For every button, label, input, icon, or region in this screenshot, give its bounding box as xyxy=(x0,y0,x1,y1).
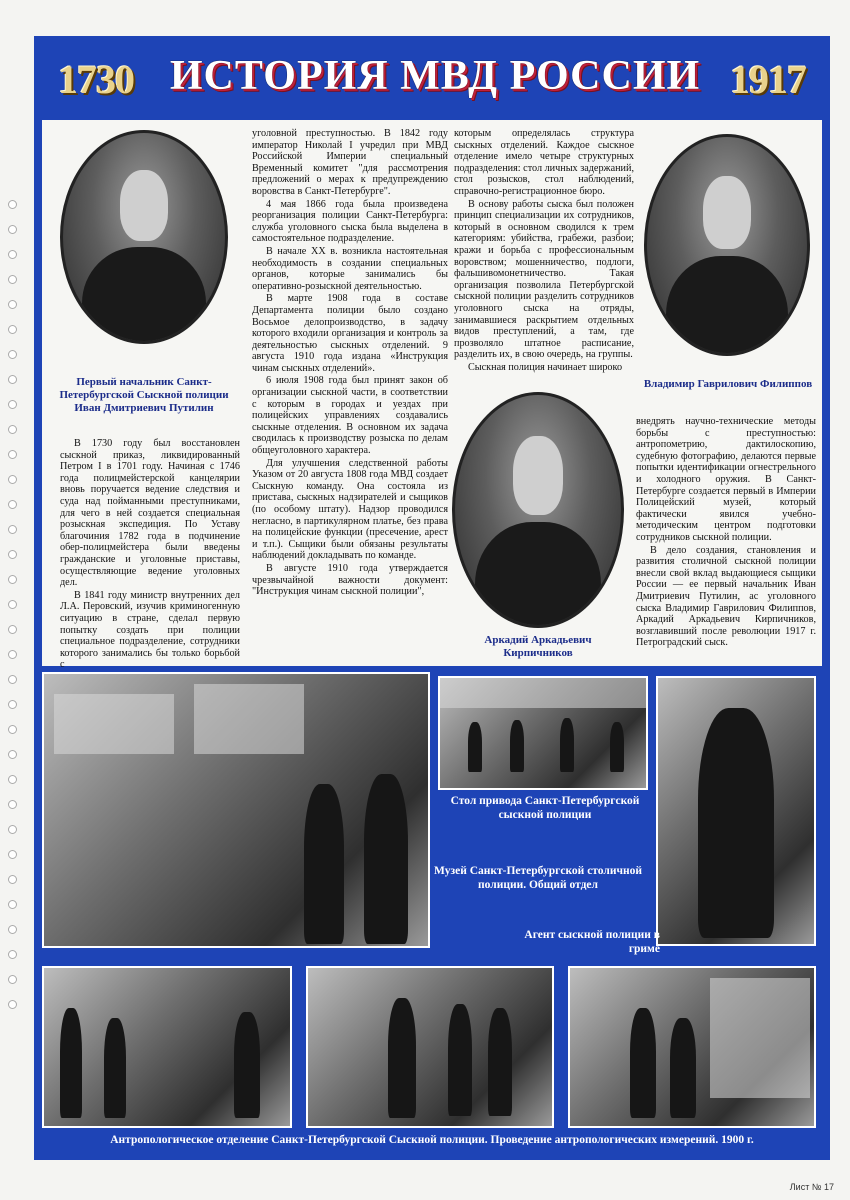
paragraph: В основу работы сыска был положен принцип специализации их сотрудников, который в основном сводился к трем категориям: убийства, грабежи, разбои; кражи и борьба с профессиональным воровством; мошенничество, подлоги, фальшивомонетничество. Такая организация позволила Петербургской сыскной полиции разделить сотрудников уголовного сыска на отряды, занимавшиеся раскрытием отдельных видов преступлений, а там, где прозволяло штатное расписание, разделить их, в свою очередь, на группы. xyxy=(454,198,634,361)
paragraph: В начале XX в. возникла настоятельная необходимость в создании специальных органов, которые занимались бы оперативно-розыскной деятельностью. xyxy=(252,245,448,292)
text-column-1 xyxy=(60,438,240,672)
text-column-3 xyxy=(454,128,634,374)
anthropology-photo-3 xyxy=(568,966,816,1128)
desk-caption: Стол привода Санкт-Петербургской сыскной полиции xyxy=(450,795,640,821)
paragraph: 4 мая 1866 года была произведена реорганизация полиции Санкт-Петербурга: служба уголовного сыска была выделена в самостоятельное подразделение. xyxy=(252,198,448,245)
year-end: 1917 xyxy=(730,57,806,102)
year-start: 1730 xyxy=(58,57,134,102)
paragraph: В дело создания, становления и развития столичной сыскной полиции внесли свой вклад выдающиеся сыщики России — ее первый начальник Иван Дмитриевич Путилин, ас уголовного сыска Владимир Гаврилович Филиппов, Аркадий Аркадьевич Кирпичников, возглавивший после революции 1917 г. Петроградский сыск. xyxy=(636,544,816,649)
text-column-4 xyxy=(636,416,816,650)
kirpichnikov-portrait xyxy=(452,392,624,628)
agent-caption: Агент сыскной полиции в гриме xyxy=(524,929,660,955)
page-title: ИСТОРИЯ МВД РОССИИ xyxy=(169,53,701,99)
paragraph: Для улучшения следственной работы Указом от 20 августа 1808 года МВД создает Сыскную команду. Она состояла из пристава, сыскных надзирателей и сыщиков (по особому штату). Надзор проводился негласно, в партикулярном платье, без права на полицейские функции (пресечение, арест и т.п.). Сыщики были обязаны результаты наблюдений докладывать по команде. xyxy=(252,457,448,562)
paragraph: которым определялась структура сыскных отделений. Каждое сыскное отделение имело четыре структурных подразделения: стол личных задержаний, стол розысков, стол наблюдений, справочно-регистрационное бюро. xyxy=(454,128,635,197)
filippov-portrait xyxy=(644,134,810,356)
paragraph: В августе 1910 года утверждается чрезвычайной важности документ: "Инструкция чинам сыскной полиции", xyxy=(252,562,448,598)
paragraph: Сыскная полиция начинает широко xyxy=(468,361,623,373)
desk-photo xyxy=(438,676,648,790)
anthropology-photo-2 xyxy=(306,966,554,1128)
filippov-caption: Владимир Гаврилович Филиппов xyxy=(643,378,813,390)
museum-photo xyxy=(42,672,430,948)
agent-photo xyxy=(656,676,816,946)
text-panel xyxy=(42,120,822,671)
museum-caption: Музей Санкт-Петербургской столичной полиции. Общий отдел xyxy=(434,865,642,891)
bottom-caption: Антропологическое отделение Санкт-Петербургской Сыскной полиции. Проведение антропологических измерений. 1900 г. xyxy=(110,1134,754,1146)
text-column-2 xyxy=(252,128,448,599)
paragraph: В 1730 году был восстановлен сыскной приказ, ликвидированный Петром I в 1701 году. Начиная с 1746 года полицмейстерской канцелярии вновь поручается ведение следствия и суда над пойманными преступниками, для чего в ней создается специальная розыскная экспедиция. По Уставу благочиния 1782 года в подчинение обер-полицмейстера были введены гражданские и уголовные приставы, осуществляющие ведение уголовных дел. xyxy=(60,438,240,589)
paragraph: В марте 1908 года в составе Департамента полиции было создано Восьмое делопроизводство, в задачу которого входили организация и контроль за деятельностью сыскных отделений. 9 августа 1910 года издана «Инструкция чинам сыскных отделений». xyxy=(252,293,448,374)
poster-header xyxy=(40,42,824,118)
paragraph: 6 июля 1908 года был принят закон об организации сыскной части, в соответствии с которым в городах и уездах при полицейских управлениях создавались сыскные отделения. В основном их задача сводилась к производству розыска по делам общеуголовного характера. xyxy=(252,375,448,457)
paragraph: внедрять научно-технические методы борьбы с преступностью: антропометрию, дактилоскопию, судебную фотографию, делаются первые попытки идентификации огнестрельного и холодного оружия. В Санкт-Петербурге создается первый в Империи Полицейский музей, который фактически явился учебно-методическим центром подготовки сотрудников сыскной полиции. xyxy=(636,416,816,543)
binder-holes xyxy=(8,200,22,1100)
kirpichnikov-caption: Аркадий Аркадьевич Кирпичников xyxy=(484,634,592,659)
sheet-number: Лист № 17 xyxy=(789,1182,834,1192)
paragraph: уголовной преступностью. В 1842 году император Николай I учредил при МВД Российской Империи специальный Временный комитет "для рассмотрения предложений о мерах к предупреждению воровства в Санкт-Петербурге". xyxy=(252,128,448,197)
putilin-caption: Первый начальник Санкт-Петербургской Сыскной полиции Иван Дмитриевич Путилин xyxy=(59,376,229,414)
paragraph: В 1841 году министр внутренних дел Л.А. Перовский, изучив криминогенную ситуацию в стране, сделал первую попытку создать при полиции специальное подразделение, сотрудники которого занимались бы только борьбой с xyxy=(60,589,240,671)
putilin-portrait xyxy=(60,130,228,344)
anthropology-photo-1 xyxy=(42,966,292,1128)
